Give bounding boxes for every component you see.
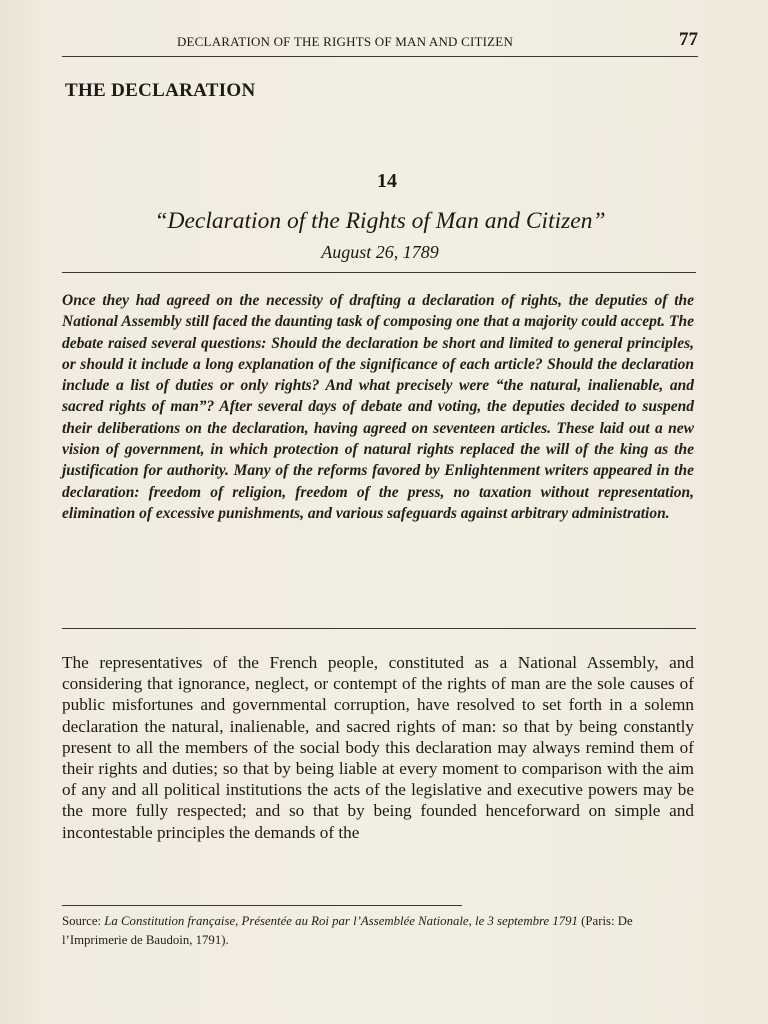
- source-publication: (Paris: De l’Imprimerie de Baudoin, 1791).: [62, 914, 633, 947]
- divider-middle: [62, 628, 696, 629]
- document-number: 14: [377, 170, 397, 192]
- page-number: 77: [679, 29, 698, 50]
- source-note: [62, 912, 694, 950]
- document-date: August 26, 1789: [321, 242, 439, 262]
- source-label: Source:: [62, 914, 102, 928]
- divider-top: [62, 272, 696, 273]
- running-head-title: DECLARATION OF THE RIGHTS OF MAN AND CITIZEN: [176, 34, 514, 49]
- source-work-title: La Constitution française, Présentée au Roi par l’Assemblée Nationale, le 3 septembre 1791: [104, 914, 578, 928]
- footnote-rule: [62, 905, 462, 906]
- running-head: [62, 30, 698, 57]
- declaration-preamble: The representatives of the French people, constituted as a National Assembly, and considering that ignorance, neglect, or contempt of the rights of man are the sole causes of public misfortunes and governmental corruption, have resolved to set forth in a solemn declaration the natural, inalienable, and sacred rights of man: so that by being constantly present to all the members of the social body this declaration may always remind them of their rights and duties; so that by being liable at every moment to comparison with the aim of any and all political institutions the acts of the legislative and executive powers may be the more fully respected; and so that by being founded henceforward on simple and incontestable principles the demands of the: [62, 653, 694, 842]
- editorial-introduction: Once they had agreed on the necessity of drafting a declaration of rights, the deputies of the National Assembly still faced the daunting task of composing one that a majority could accept. The debate raised several questions: Should the declaration be short and limited to general principles, or should it include a long explanation of the significance of each article? Should the declaration include a list of duties or only rights? And what precisely were “the natural, inalienable, and sacred rights of man”? After several days of debate and voting, the deputies decided to suspend their deliberations on the declaration, having agreed on seventeen articles. These laid out a new vision of government, in which protection of natural rights replaced the will of the king as the justification for authority. Many of the reforms favored by Enlightenment writers appeared in the declaration: freedom of religion, freedom of the press, no taxation without representation, elimination of excessive punishments, and various safeguards against arbitrary administration.: [62, 292, 694, 522]
- document-title: “Declaration of the Rights of Man and Citizen”: [154, 208, 606, 234]
- section-heading: THE DECLARATION: [65, 80, 256, 101]
